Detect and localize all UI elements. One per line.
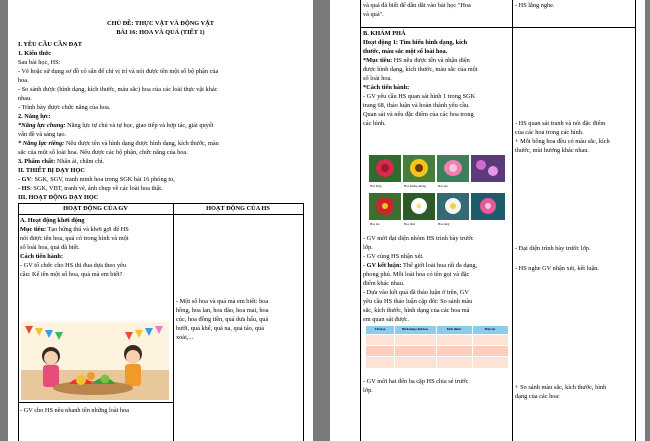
gv-step-4-cont: lớp. [363, 387, 373, 394]
topic-heading: CHỦ ĐỀ: THỰC VẬT VÀ ĐỘNG VẬT [107, 20, 214, 27]
table-header-line [18, 214, 303, 215]
goal-text: Tạo hứng thú và khơi gợi để HS [46, 226, 129, 233]
comparison-header: Tên hoa [374, 327, 386, 331]
how-heading: Cách tiến hành: [20, 253, 64, 260]
gv-step-4: - GV mời hai đến ba cặp HS chia sẻ trước [363, 378, 469, 385]
hs-answer-c1: + So sánh màu sắc, kích thước, hình [515, 384, 607, 391]
lesson-title: BÀI 16: HOA VÀ QUẢ (TIẾT 1) [116, 29, 205, 36]
quality-label: 3. Phẩm chất: [18, 158, 56, 165]
knowledge-line: - Trình bày được chức năng của hoa. [18, 104, 111, 111]
flower-caption: Hoa nhài [404, 222, 415, 226]
hs-answer-c2: dạng của các hoa: [515, 393, 560, 400]
comparison-header: Kích thước [446, 327, 462, 331]
gv-step-1-cont: lớp. [363, 244, 373, 251]
flower-caption: Hoa súng [438, 222, 450, 226]
specific-skill-cont: sắc của một số loài hoa. Nêu được các bộ phận, chức năng của hoa. [18, 149, 188, 156]
gv-step-3: - Dựa vào kết quả đã thảo luận ở trên, GV [363, 289, 469, 296]
intro-line-1: và quả đã biết để dẫn dắt vào bài học "Hoa [363, 2, 471, 9]
how-line-1: - GV tổ chức cho HS thi đua dựa theo yêu [20, 262, 127, 269]
hs-answer-a2: của các hoa trong các hình. [515, 129, 584, 136]
flower-caption: Hoa sen [438, 184, 448, 188]
comparison-col-line [394, 326, 395, 367]
section-1-heading: I. YÊU CẦU CẦN ĐẠT [18, 41, 82, 48]
hs-label: - HS [18, 185, 31, 192]
flower-caption: Hoa hồng [370, 184, 382, 188]
hs-answer-a4: thước, mùi hương khác nhau. [515, 147, 589, 154]
gv-step-3-4: em quan sát được. [363, 316, 409, 323]
gv-label: - GV [18, 176, 32, 183]
goal-line-3: số loài hoa. [363, 75, 392, 82]
activity-1-title-2: thước, màu sắc một số loài hoa. [363, 48, 448, 55]
hs-answer-b2: - HS nghe GV nhận xét, kết luận. [515, 265, 600, 272]
knowledge-heading: 1. Kiến thức [18, 50, 51, 57]
table-divider [173, 203, 174, 441]
gv-step-1: - GV mời đại diện nhóm HS trình bày trước [363, 235, 474, 242]
goal-text: HS nêu được tên và nhận diện [392, 57, 470, 64]
quality-text: Nhân ái, chăm chỉ. [55, 158, 105, 165]
how-line-3: Quan sát và nêu đặc điểm của các hoa trong [363, 111, 474, 118]
table-divider [512, 0, 513, 441]
col-teacher-header: HOẠT ĐỘNG CỦA GV [63, 205, 128, 212]
goal-line-2: nói được tên hoa, quả có trong hình và một [20, 235, 129, 242]
goal-line [363, 57, 470, 65]
knowledge-line: - Vẽ hoặc sử dụng sơ đồ có sẵn để chỉ vị trí và nói được tên một số bộ phận của [18, 68, 219, 75]
gv-text: : SGK, SGV, tranh minh hoa trong SGK bài 16 phóng to, [31, 176, 175, 183]
comparison-row [366, 356, 508, 368]
comparison-col-line [436, 326, 437, 367]
flower-caption: Hoa lan [370, 222, 380, 226]
comparison-col-line [472, 326, 473, 367]
student-answer-3: cúc, hoa đồng tiền, quả dưa hấu, quả [176, 316, 269, 323]
goal-line-2: được hình dạng, kích thước, màu sắc của một [363, 66, 478, 73]
goal-line-3: số loài hoa, quả đã biết. [20, 244, 80, 251]
general-skill-text: Năng lực tự chủ và tự học, giao tiếp và hợp tác, giải quyết [65, 122, 214, 129]
hs-listen: - HS lắng nghe. [515, 2, 555, 9]
student-answer-4: bưởi, quả khế, quả na, quả táo, quả [176, 325, 265, 332]
general-skill-label: *Năng lực chung: [18, 122, 66, 129]
conclusion-text: Thế giới loài hoa rất đa dạng, [401, 262, 478, 269]
flower-photo-grid [367, 153, 507, 233]
general-skill [18, 122, 213, 130]
gv-conclusion [363, 262, 477, 270]
hs-answer-a1: - HS quan sát tranh và nói đặc điểm [515, 120, 606, 127]
quality [18, 158, 104, 166]
how-line-2: cầu: Kể tên một số hoa, quả mà em biết? [20, 271, 123, 278]
student-answer-1: - Một số hoa và quả mà em biết: hoa [176, 298, 269, 305]
intro-line-2: và quả". [363, 11, 384, 18]
student-answer-5: xoài,... [176, 334, 194, 341]
gv-step-3-2: yêu cầu HS thảo luận cặp đôi: So sánh màu [363, 298, 473, 305]
comparison-table [366, 326, 508, 368]
col-student-header: HOẠT ĐỘNG CỦA HS [206, 205, 270, 212]
how-line-4: các hình. [363, 120, 386, 127]
hs-answer-b1: - Đại diện trình bày trước lớp. [515, 245, 591, 252]
hs-text: : SGK, VBT, tranh vẽ, ảnh chụp về các loài hoa thật. [30, 185, 163, 192]
specific-skill-label: * Năng lực riêng: [18, 140, 65, 147]
section-2-heading: II. THIẾT BỊ DẠY HỌC [18, 167, 85, 174]
flower-caption: Hoa hướng dương [404, 184, 426, 188]
children-fruit-illustration [21, 322, 169, 400]
knowledge-line: nhau. [18, 95, 32, 102]
knowledge-line: hoa. [18, 77, 29, 84]
comparison-header: Màu sắc [484, 327, 496, 331]
student-equipment [18, 185, 163, 193]
table-row-line [18, 402, 173, 403]
gv-step-3-3: sắc, kích thước, hình dạng của các hoa mà [363, 307, 470, 314]
goal-line [20, 226, 129, 234]
warmup-title: A. Hoạt động khởi động [20, 217, 85, 224]
goal-label: Mục tiêu: [20, 226, 47, 233]
goal-label: *Mục tiêu: [363, 57, 393, 64]
section-3-heading: III. HOẠT ĐỘNG DẠY HỌC [18, 194, 99, 201]
last-row-text: - GV cho HS nêu nhanh tên những loài hoa [20, 407, 130, 414]
conclusion-label: - GV kết luận: [363, 262, 402, 269]
how-line-1: - GV yêu cầu HS quan sát hình 1 trong SGK [363, 93, 476, 100]
gv-conclusion-2: phong phú. Mỗi loài hoa có tên gọi và đặc [363, 271, 470, 278]
knowledge-line: Sau bài học, HS: [18, 59, 61, 66]
explore-title: B. KHÁM PHÁ [363, 30, 406, 37]
activity-1-title: Hoạt động 1: Tìm hiểu hình dạng, kích [363, 39, 468, 46]
how-line-2: trang 68, thảo luận và hoàn thành yêu cầu. [363, 102, 470, 109]
hs-answer-a3: + Mỗi bông hoa đều có màu sắc, kích [515, 138, 610, 145]
how-heading: *Cách tiến hành: [363, 84, 410, 91]
comparison-header: Hình dạng cánh hoa [402, 327, 428, 331]
student-answer-2: hồng, hoa lan, hoa đào, hoa mai, hoa [176, 307, 269, 314]
gv-conclusion-3: điểm khác nhau. [363, 280, 405, 287]
general-skill-cont: vấn đề và sáng tạo. [18, 131, 67, 138]
document-page-2 [330, 0, 645, 441]
gv-step-2: - GV cùng HS nhận xét. [363, 253, 424, 260]
specific-skill-text: Nêu được tên và hình dạng được hình dạng, kích thước, màu [64, 140, 219, 147]
teacher-equipment [18, 176, 175, 184]
specific-skill [18, 140, 219, 148]
document-page-1 [8, 0, 313, 441]
knowledge-line: - So sánh được (hình dạng, kích thước, màu sắc) hoa của các loài thực vật khác [18, 86, 218, 93]
skills-heading: 2. Năng lực: [18, 113, 51, 120]
table-row-line [360, 27, 635, 28]
